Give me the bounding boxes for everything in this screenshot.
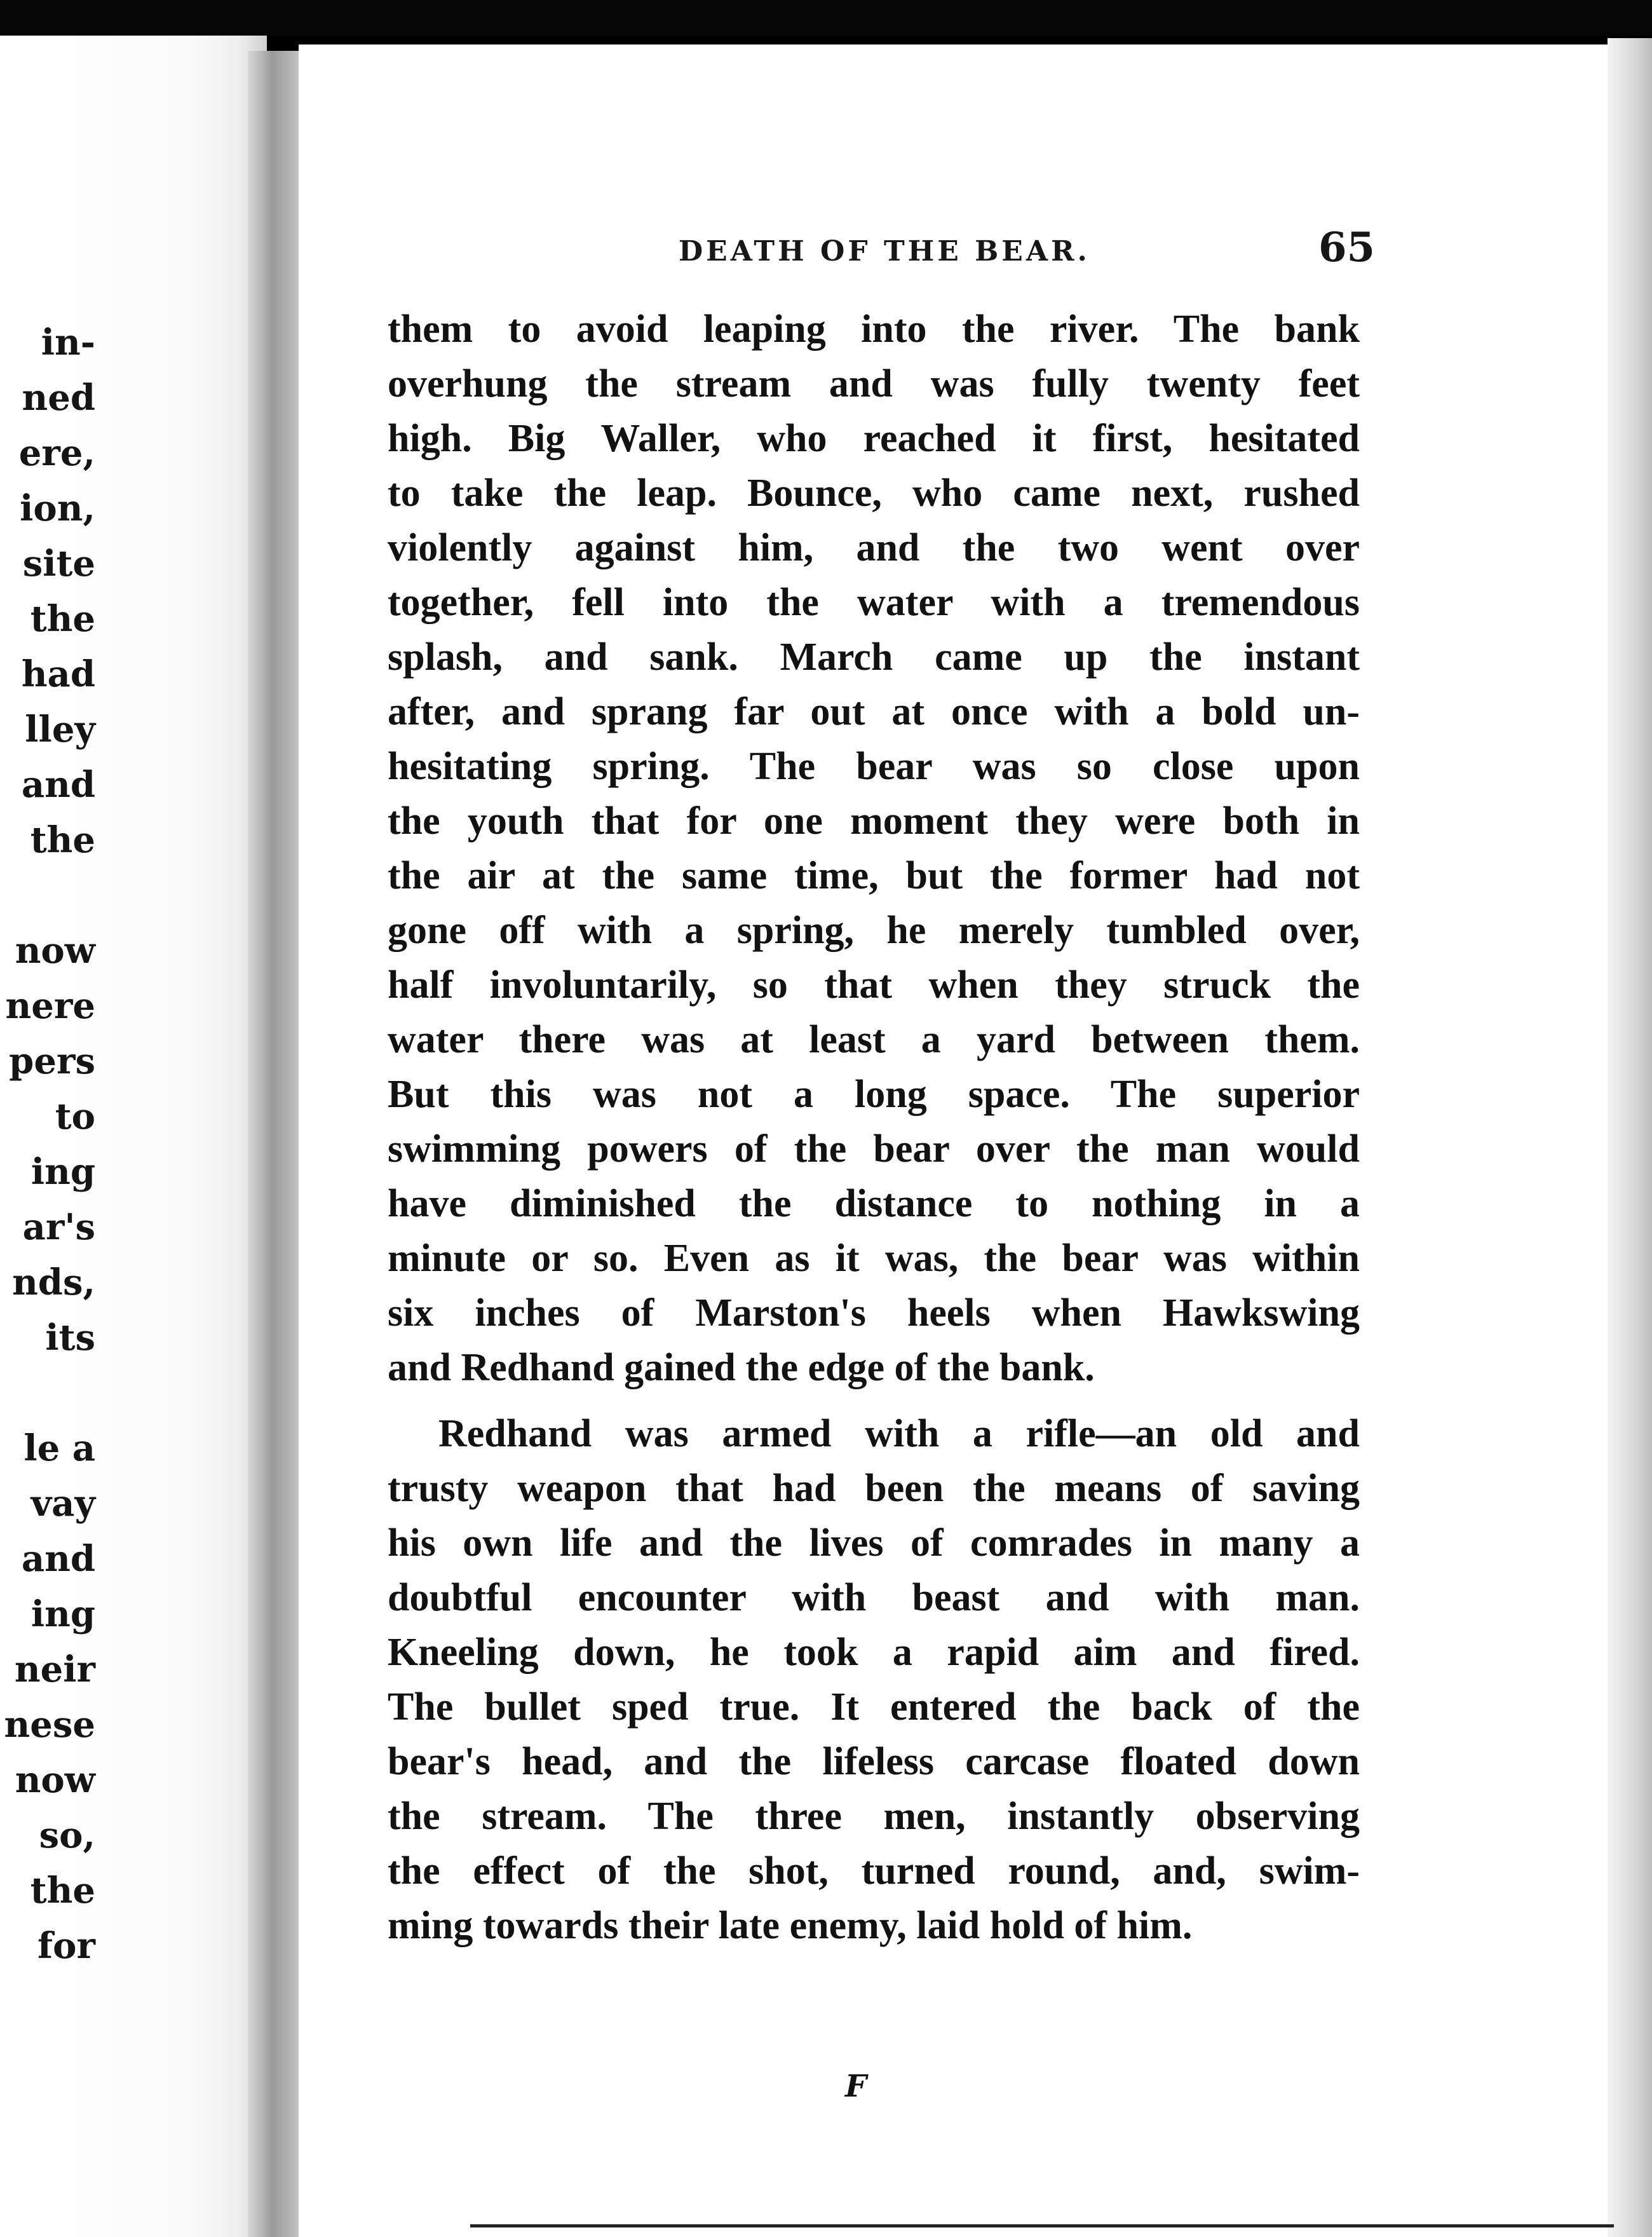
page-bottom-edge xyxy=(470,2224,1614,2227)
text-line: have diminished the distance to nothing in a xyxy=(388,1182,1360,1225)
text-line: water there was at least a yard between them. xyxy=(388,1018,1360,1061)
left-page-fragment: site xyxy=(22,543,95,585)
left-page-fragment: neir xyxy=(14,1649,95,1690)
text-line: six inches of Marston's heels when Hawkswing xyxy=(388,1291,1360,1335)
left-page-fragment: lley xyxy=(25,709,95,751)
text-line: The bullet sped true. It entered the back of the xyxy=(388,1685,1360,1729)
left-page-fragment: and xyxy=(21,1538,95,1580)
text-line: Kneeling down, he took a rapid aim and fired. xyxy=(388,1631,1360,1674)
left-page-fragment: ned xyxy=(22,377,95,419)
text-line: his own life and the lives of comrades in many a xyxy=(388,1521,1360,1565)
left-page-fragment: le a xyxy=(24,1427,95,1469)
left-page-fragment: ing xyxy=(30,1151,95,1193)
text-line: violently against him, and the two went over xyxy=(388,526,1360,569)
text-line: gone off with a spring, he merely tumbled over, xyxy=(388,909,1360,952)
text-line: high. Big Waller, who reached it first, hesitated xyxy=(388,417,1360,460)
text-line: and Redhand gained the edge of the bank. xyxy=(388,1346,1095,1389)
text-line: swimming powers of the bear over the man would xyxy=(388,1127,1360,1171)
left-page-fragment: now xyxy=(15,1759,95,1801)
page-number: 65 xyxy=(1318,224,1376,271)
text-line: splash, and sank. March came up the instant xyxy=(388,636,1360,679)
text-line: trusty weapon that had been the means of saving xyxy=(388,1467,1360,1510)
left-page-fragment: had xyxy=(21,653,95,695)
left-page-fragment xyxy=(0,868,95,923)
text-line: to take the leap. Bounce, who came next, rushed xyxy=(388,472,1360,515)
signature-mark: F xyxy=(845,2069,867,2104)
left-page-fragment: ion, xyxy=(20,487,95,529)
text-line: half involuntarily, so that when they struck the xyxy=(388,963,1360,1007)
page-edge-shadow xyxy=(1608,38,1652,2237)
left-page-fragment: so, xyxy=(39,1814,95,1856)
text-line: the air at the same time, but the former had not xyxy=(388,854,1360,897)
text-line: the stream. The three men, instantly observing xyxy=(388,1795,1360,1838)
left-page-fragment: nds, xyxy=(12,1261,95,1303)
left-page-fragment: nere xyxy=(5,985,95,1027)
scanner-background-top xyxy=(0,0,1652,36)
text-line: the effect of the shot, turned round, and, swim- xyxy=(388,1849,1360,1893)
paragraph xyxy=(388,302,1360,1395)
left-page-fragment: ing xyxy=(30,1593,95,1635)
left-page xyxy=(0,36,267,2237)
text-line: minute or so. Even as it was, the bear was within xyxy=(388,1237,1360,1280)
text-line: overhung the stream and was fully twenty feet xyxy=(388,362,1360,405)
page-body-text xyxy=(388,302,1360,1953)
paragraph-gap xyxy=(388,1395,1360,1406)
text-line: But this was not a long space. The superior xyxy=(388,1073,1360,1116)
text-line: after, and sprang far out at once with a bold un- xyxy=(388,690,1360,733)
running-head: DEATH OF THE BEAR. xyxy=(679,235,1090,268)
left-page-fragment: and xyxy=(21,764,95,806)
paragraph xyxy=(388,1406,1360,1953)
left-page-fragment: the xyxy=(30,1870,95,1912)
left-page-fragment: the xyxy=(30,819,95,861)
left-page-fragment: pers xyxy=(9,1040,95,1082)
left-page-fragment: its xyxy=(45,1317,95,1359)
left-page-fragment: now xyxy=(15,930,95,972)
text-line: Redhand was armed with a rifle—an old and xyxy=(438,1412,1360,1455)
text-line: ming towards their late enemy, laid hold of him. xyxy=(388,1904,1193,1947)
text-line: the youth that for one moment they were both in xyxy=(388,799,1360,843)
text-line: bear's head, and the lifeless carcase floated down xyxy=(388,1740,1360,1783)
left-page-fragment: ar's xyxy=(22,1206,95,1248)
left-page-line-fragments xyxy=(0,315,95,1974)
left-page-fragment: to xyxy=(55,1096,95,1138)
text-line: them to avoid leaping into the river. The bank xyxy=(388,308,1360,351)
left-page-fragment: nese xyxy=(4,1704,95,1746)
left-page-fragment: the xyxy=(30,598,95,640)
text-line: doubtful encounter with beast and with man. xyxy=(388,1576,1360,1619)
text-line: together, fell into the water with a tremendous xyxy=(388,581,1360,624)
left-page-fragment: in- xyxy=(41,322,95,364)
left-page-fragment: ere, xyxy=(18,432,95,474)
left-page-fragment: vay xyxy=(30,1483,95,1525)
left-page-fragment xyxy=(0,1366,95,1421)
left-page-fragment: for xyxy=(37,1925,95,1967)
text-line: hesitating spring. The bear was so close upon xyxy=(388,745,1360,788)
